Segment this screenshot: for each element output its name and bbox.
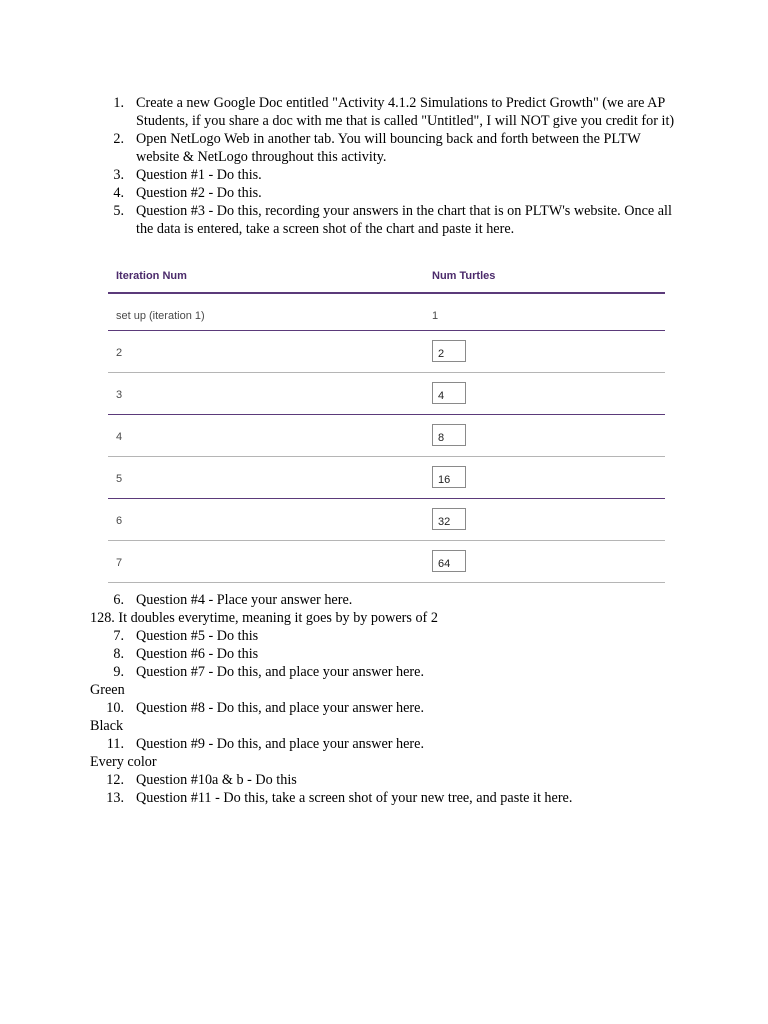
- list-item: [0, 627, 768, 645]
- list-item: [0, 130, 768, 166]
- item-text: Question #6 - Do this: [136, 646, 259, 662]
- table-row: [108, 331, 665, 373]
- item-text: Question #7 - Do this, and place your answer here.: [136, 664, 425, 680]
- item-number: 8.: [113, 646, 124, 662]
- iteration-cell: 3: [116, 389, 123, 401]
- item-number: 10.: [106, 700, 124, 716]
- table-row: [108, 415, 665, 457]
- list-item: [0, 166, 768, 184]
- item-text: Create a new Google Doc entitled "Activity 4.1.2 Simulations to Predict Growth" (we are AP Students, if you share a doc with me that is called "Untitled", I will NOT give you credit for it): [136, 95, 675, 129]
- item-text: Question #4 - Place your answer here.: [136, 592, 353, 608]
- turtles-input[interactable]: 64: [432, 550, 466, 572]
- list-item: [0, 184, 768, 202]
- iteration-cell: 6: [116, 515, 123, 527]
- item-number: 13.: [106, 790, 124, 806]
- turtles-input[interactable]: 4: [432, 382, 466, 404]
- item-text: Question #11 - Do this, take a screen shot of your new tree, and paste it here.: [136, 790, 573, 806]
- answer-text: 128. It doubles everytime, meaning it goes by by powers of 2: [90, 610, 438, 626]
- iteration-cell: 2: [116, 347, 123, 359]
- turtles-input[interactable]: 32: [432, 508, 466, 530]
- list-item: [0, 771, 768, 789]
- table-row: [108, 499, 665, 541]
- item-text: Question #2 - Do this.: [136, 185, 262, 201]
- iteration-cell: 4: [116, 431, 123, 443]
- list-item: [0, 699, 768, 717]
- item-number: 7.: [113, 628, 124, 644]
- item-text: Question #1 - Do this.: [136, 167, 262, 183]
- iteration-cell: set up (iteration 1): [116, 310, 205, 322]
- iteration-cell: 7: [116, 557, 123, 569]
- iteration-cell: 5: [116, 473, 123, 485]
- turtles-input[interactable]: 8: [432, 424, 466, 446]
- table-header: [108, 262, 665, 294]
- item-text: Question #3 - Do this, recording your answers in the chart that is on PLTW's website. Once all the data is entered, take a screen shot of the chart and paste it here.: [136, 203, 672, 237]
- item-number: 1.: [113, 95, 124, 111]
- num-turtles-header: Num Turtles: [432, 270, 496, 282]
- answer-text: Black: [90, 718, 124, 734]
- list-item: [0, 202, 768, 238]
- item-number: 6.: [113, 592, 124, 608]
- item-text: Question #5 - Do this: [136, 628, 259, 644]
- item-number: 12.: [106, 772, 124, 788]
- list-item: [0, 789, 768, 807]
- item-number: 11.: [106, 736, 124, 752]
- list-item: [0, 735, 768, 753]
- table-row: [108, 373, 665, 415]
- item-number: 3.: [113, 167, 124, 183]
- item-number: 2.: [113, 131, 124, 147]
- iteration-num-header: Iteration Num: [116, 270, 187, 282]
- item-text: Question #10a & b - Do this: [136, 772, 297, 788]
- turtle-growth-table: [108, 262, 665, 583]
- item-number: 4.: [113, 185, 124, 201]
- instruction-list-top: [0, 94, 768, 238]
- list-item: [0, 591, 768, 609]
- turtles-cell: 1: [432, 310, 439, 322]
- item-number: 9.: [113, 664, 124, 680]
- answer-text: Every color: [90, 754, 157, 770]
- table-row: [108, 457, 665, 499]
- list-item: [0, 663, 768, 681]
- list-item: [0, 645, 768, 663]
- table-row: [108, 541, 665, 583]
- table-row: [108, 294, 665, 331]
- turtles-input[interactable]: 16: [432, 466, 466, 488]
- list-item: [0, 94, 768, 130]
- item-number: 5.: [113, 203, 124, 219]
- item-text: Question #8 - Do this, and place your answer here.: [136, 700, 425, 716]
- answer-text: Green: [90, 682, 125, 698]
- turtles-input[interactable]: 2: [432, 340, 466, 362]
- instruction-list-bottom: [0, 591, 768, 807]
- item-text: Open NetLogo Web in another tab. You will bouncing back and forth between the PLTW website & NetLogo throughout this activity.: [136, 131, 641, 165]
- item-text: Question #9 - Do this, and place your answer here.: [136, 736, 425, 752]
